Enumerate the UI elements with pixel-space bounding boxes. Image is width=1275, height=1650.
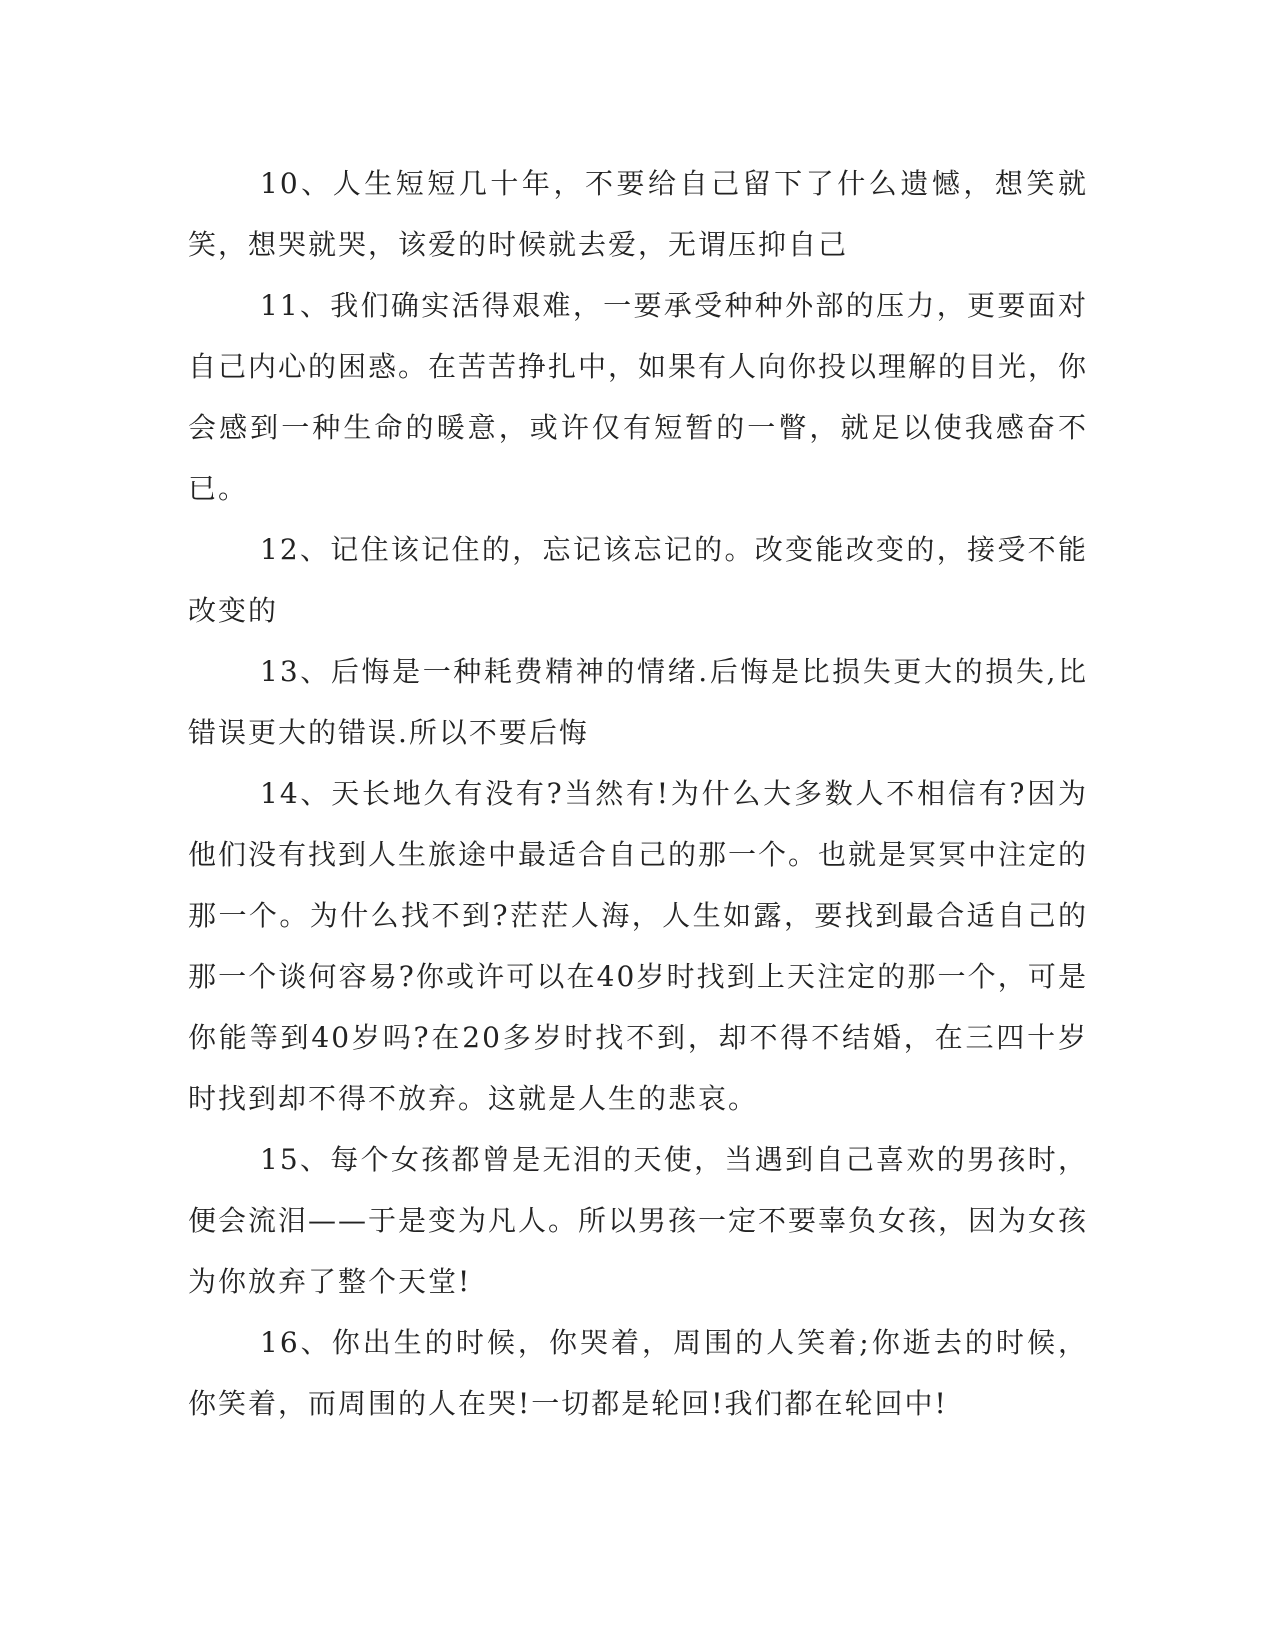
paragraph-16: 16、你出生的时候，你哭着，周围的人笑着;你逝去的时候，你笑着，而周围的人在哭!一切都是轮回!我们都在轮回中! bbox=[188, 1326, 1088, 1420]
paragraph-10: 10、人生短短几十年，不要给自己留下了什么遗憾，想笑就笑，想哭就哭，该爱的时候就去爱，无谓压抑自己 bbox=[188, 167, 1088, 261]
document-body bbox=[188, 153, 1088, 1434]
paragraph-12: 12、记住该记住的，忘记该忘记的。改变能改变的，接受不能改变的 bbox=[188, 533, 1088, 627]
paragraph-11: 11、我们确实活得艰难，一要承受种种外部的压力，更要面对自己内心的困惑。在苦苦挣扎中，如果有人向你投以理解的目光，你会感到一种生命的暖意，或许仅有短暂的一瞥，就足以使我感奋不已。 bbox=[188, 289, 1089, 505]
paragraph-13: 13、后悔是一种耗费精神的情绪.后悔是比损失更大的损失,比错误更大的错误.所以不要后悔 bbox=[188, 655, 1088, 749]
paragraph-15: 15、每个女孩都曾是无泪的天使，当遇到自己喜欢的男孩时，便会流泪——于是变为凡人。所以男孩一定不要辜负女孩，因为女孩为你放弃了整个天堂! bbox=[188, 1143, 1089, 1298]
paragraph-14: 14、天长地久有没有?当然有!为什么大多数人不相信有?因为他们没有找到人生旅途中最适合自己的那一个。也就是冥冥中注定的那一个。为什么找不到?茫茫人海，人生如露，要找到最合适自己的那一个谈何容易?你或许可以在40岁时找到上天注定的那一个，可是你能等到40岁吗?在20多岁时找不到，却不得不结婚，在三四十岁时找到却不得不放弃。这就是人生的悲哀。 bbox=[188, 777, 1089, 1115]
